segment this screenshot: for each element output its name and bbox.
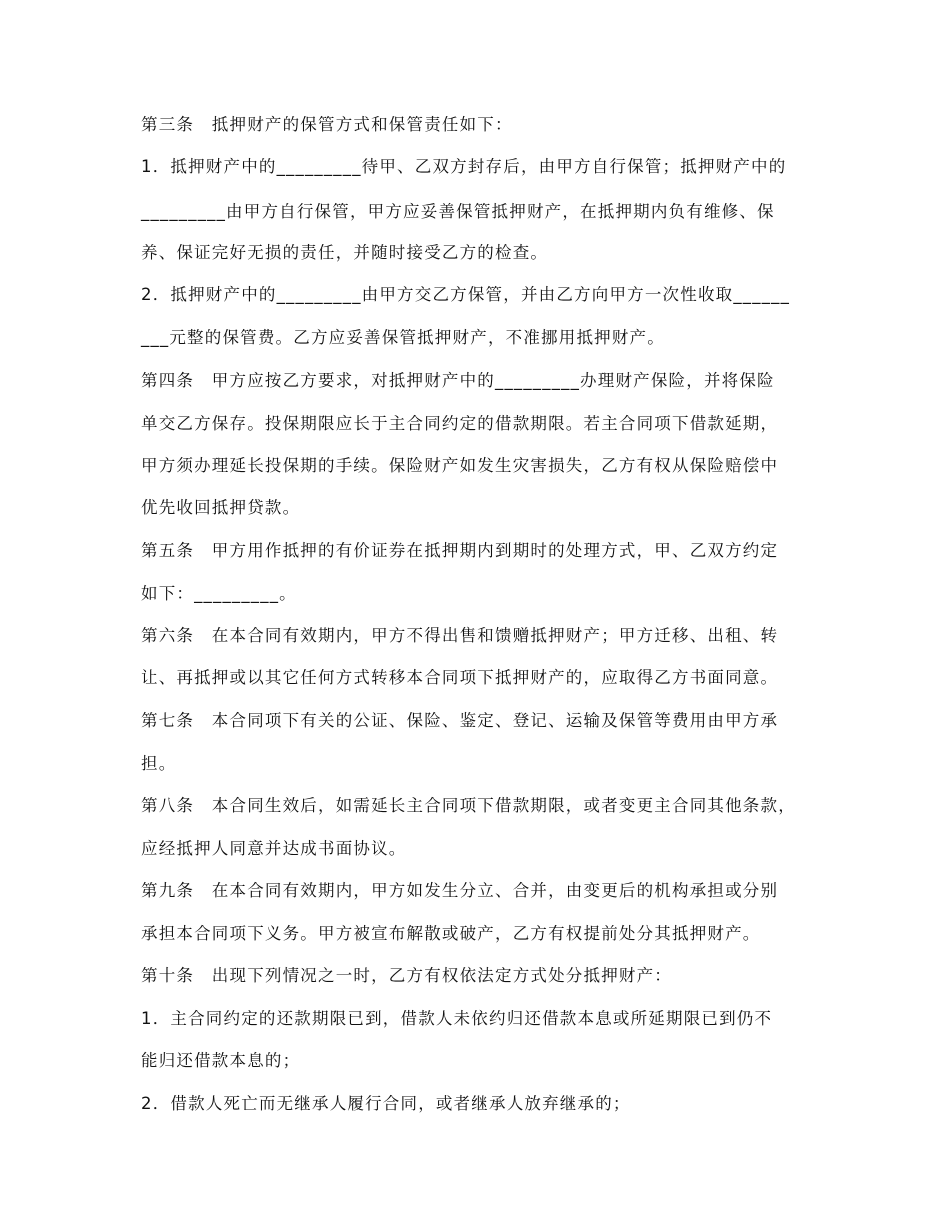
text-line: 第六条 在本合同有效期内，甲方不得出售和馈赠抵押财产；甲方迁移、出租、转 — [141, 626, 779, 645]
text-line: _________由甲方自行保管，甲方应妥善保管抵押财产，在抵押期内负有维修、保 — [141, 202, 775, 221]
text-line: 2．抵押财产中的_________由甲方交乙方保管，并由乙方向甲方一次性收取______ — [141, 285, 791, 304]
text-line: 第五条 甲方用作抵押的有价证券在抵押期内到期时的处理方式，甲、乙双方约定 — [141, 541, 779, 560]
text-line: 1．抵押财产中的_________待甲、乙双方封存后，由甲方自行保管；抵押财产中的 — [141, 157, 787, 176]
text-line: 1．主合同约定的还款期限已到，借款人未依约归还借款本息或所延期限已到仍不 — [141, 1009, 773, 1028]
text-line: 如下：_________。 — [141, 584, 297, 603]
text-line: 第八条 本合同生效后，如需延长主合同项下借款期限，或者变更主合同其他条款， — [141, 796, 796, 815]
text-line: 第七条 本合同项下有关的公证、保险、鉴定、登记、运输及保管等费用由甲方承 — [141, 711, 779, 730]
text-line: 第四条 甲方应按乙方要求，对抵押财产中的_________办理财产保险，并将保险 — [141, 371, 775, 390]
text-line: 甲方须办理延长投保期的手续。保险财产如发生灾害损失，乙方有权从保险赔偿中 — [141, 456, 779, 475]
text-line: 单交乙方保存。投保期限应长于主合同约定的借款期限。若主合同项下借款延期， — [141, 414, 779, 433]
text-line: 应经抵押人同意并达成书面协议。 — [141, 839, 407, 858]
text-line: 第九条 在本合同有效期内，甲方如发生分立、合并，由变更后的机构承担或分别 — [141, 881, 779, 900]
text-line: 让、再抵押或以其它任何方式转移本合同项下抵押财产的，应取得乙方书面同意。 — [141, 668, 779, 687]
text-line: 担。 — [141, 754, 177, 773]
text-line: 承担本合同项下义务。甲方被宣布解散或破产，乙方有权提前处分其抵押财产。 — [141, 924, 761, 943]
text-line: 2．借款人死亡而无继承人履行合同，或者继承人放弃继承的； — [141, 1094, 631, 1113]
text-line: 第十条 出现下列情况之一时，乙方有权依法定方式处分抵押财产： — [141, 966, 672, 985]
text-line: 第三条 抵押财产的保管方式和保管责任如下： — [141, 115, 513, 134]
text-line: ___元整的保管费。乙方应妥善保管抵押财产，不准挪用抵押财产。 — [141, 328, 665, 347]
text-line: 养、保证完好无损的责任，并随时接受乙方的检查。 — [141, 243, 549, 262]
text-line: 能归还借款本息的； — [141, 1051, 301, 1070]
text-line: 优先收回抵押贷款。 — [141, 498, 301, 517]
